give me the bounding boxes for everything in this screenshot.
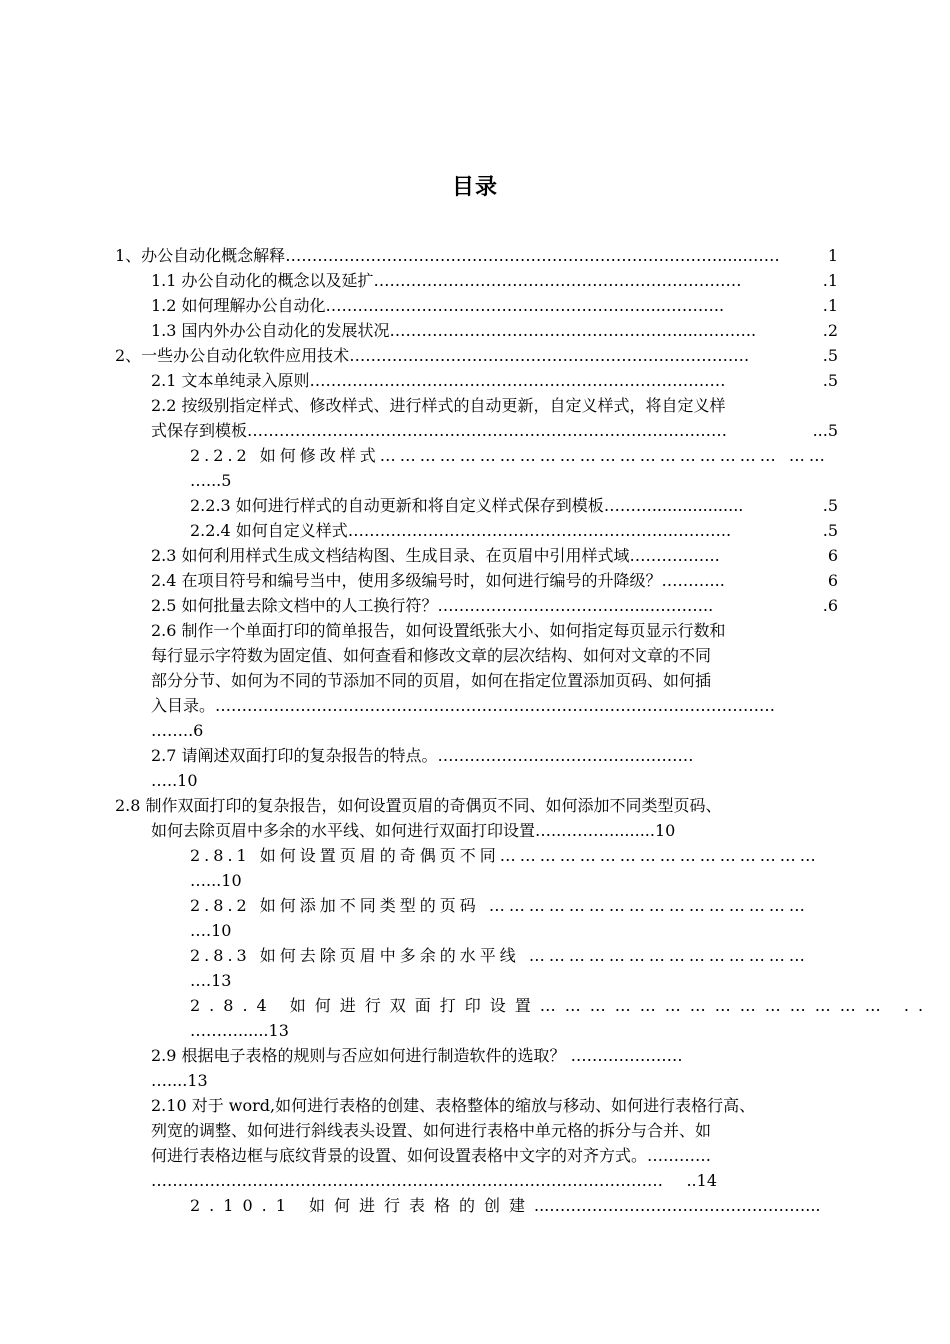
- toc-entry-2-4[interactable]: [151, 568, 838, 594]
- toc-page-number: 6: [827, 571, 838, 590]
- toc-entry-2-10-1[interactable]: [190, 1193, 840, 1219]
- toc-entry-2-2-line1[interactable]: 2.2 按级别指定样式、修改样式、进行样式的自动更新，自定义样式，将自定义样: [151, 396, 726, 415]
- toc-entry-2-3[interactable]: [151, 543, 838, 569]
- toc-entry-text: 2.4 在项目符号和编号当中，使用多级编号时，如何进行编号的升降级？: [151, 571, 662, 590]
- toc-page-number: .1: [822, 296, 838, 315]
- toc-entry-text: 式保存到模板: [151, 421, 248, 440]
- toc-entry-text: 何进行表格边框与底纹背景的设置、如何设置表格中文字的对齐方式。: [151, 1146, 648, 1165]
- toc-entry-2-8-4-line2[interactable]: ………......13: [190, 1021, 289, 1040]
- toc-entry-2[interactable]: [115, 343, 838, 369]
- toc-leader-dots: …………………………………………………….………..: [347, 521, 732, 540]
- toc-entry-2-8-1-line2[interactable]: …...10: [190, 871, 242, 890]
- toc-entry-2-2-2-line2[interactable]: …...5: [190, 471, 232, 490]
- toc-entry-2-5[interactable]: [151, 593, 838, 619]
- toc-entry-2-8-3-line1[interactable]: 2.8.3 如何去除页眉中多余的水平线 ……………………………………: [190, 946, 809, 965]
- toc-entry-2-8-3-line2[interactable]: ….13: [190, 971, 232, 990]
- toc-entry-2-8-2-line2[interactable]: ….10: [190, 921, 232, 940]
- toc-entry-2-8-line2[interactable]: 如何去除页眉中多余的水平线、如何进行双面打印设置…..……….........10: [151, 821, 676, 840]
- toc-entry-text: 2.10.1 如何进行表格的创建: [190, 1196, 534, 1215]
- toc-entry-text: 1.1 办公自动化的概念以及延扩: [151, 271, 374, 290]
- toc-page-number: ...5: [812, 421, 838, 440]
- toc-entry-2-7-line1[interactable]: 2.7 请阐述双面打印的复杂报告的特点。…………………………………………: [151, 746, 694, 765]
- toc-entry-2-8-4-line1[interactable]: 2.8.4 如何进行双面打印设置…………………………………… ..: [190, 996, 933, 1015]
- toc-page-number: .5: [822, 521, 838, 540]
- toc-entry-text: 1.2 如何理解办公自动化: [151, 296, 326, 315]
- toc-page-number: .5: [822, 496, 838, 515]
- toc-leader-dots: ……………………………………………………………: [373, 271, 742, 290]
- toc-entry-2-2-4[interactable]: [190, 518, 838, 544]
- toc-entry-text: 入目录。: [151, 696, 216, 715]
- toc-entry-2-10-line2[interactable]: 列宽的调整、如何进行斜线表头设置、如何进行表格中单元格的拆分与合并、如: [151, 1121, 712, 1140]
- toc-leader-dots: ………..................: [603, 496, 744, 515]
- toc-entry-2-1[interactable]: [151, 368, 838, 394]
- toc-page-number: 1: [827, 246, 838, 265]
- toc-entry-text: 2.2.4 如何自定义样式: [190, 521, 348, 540]
- toc-entry-2-9-line1[interactable]: 2.9 根据电子表格的规则与否应如何进行制造软件的选取？ …………………: [151, 1046, 683, 1065]
- toc-entry-text: 2.5 如何批量去除文档中的人工换行符？: [151, 596, 438, 615]
- toc-title: 目录: [451, 175, 498, 200]
- toc-entry-2-9-line2[interactable]: …....13: [151, 1071, 208, 1090]
- toc-entry-text: 1、办公自动化概念解释: [115, 246, 286, 265]
- toc-leader-dots: ………………………………………………………………………………: [247, 421, 728, 440]
- toc-entry-2-8-line1[interactable]: 2.8 制作双面打印的复杂报告，如何设置页眉的奇偶页不同、如何添加不同类型页码、: [115, 796, 722, 815]
- toc-entry-2-2-3[interactable]: [190, 493, 838, 519]
- toc-entry-2-6-line1[interactable]: 2.6 制作一个单面打印的简单报告，如何设置纸张大小、如何指定每页显示行数和: [151, 621, 726, 640]
- toc-leader-dots: ……………..: [629, 546, 720, 565]
- toc-leader-dots: ……………………………………………………………………………………………: [215, 696, 776, 715]
- toc-leader-dots: …………: [647, 1146, 712, 1165]
- toc-entry-2-6-line2[interactable]: 每行显示字符数为固定值、如何查看和修改文章的层次结构、如何对文章的不同: [151, 646, 712, 665]
- toc-page-number: .1: [822, 271, 838, 290]
- toc-leader-dots: ……………………………………………………....………..: [325, 296, 725, 315]
- toc-entry-text: 2、一些办公自动化软件应用技术: [115, 346, 350, 365]
- toc-entry-2-6-line4[interactable]: [151, 693, 838, 719]
- toc-leader-dots: ……………………………………………………………………: [309, 371, 726, 390]
- toc-entry-2-7-line2[interactable]: …..10: [151, 771, 198, 790]
- toc-entry-2-10-line4[interactable]: [151, 1168, 717, 1194]
- toc-leader-dots: ...…………………………………………...: [533, 1196, 821, 1215]
- toc-entry-2-2-line2[interactable]: [151, 418, 838, 444]
- toc-leader-dots: …………………………………………………………………: [349, 346, 750, 365]
- toc-leader-dots: ……………………………………………………………………………………: [151, 1171, 663, 1190]
- toc-leader-dots: ……………………………….....………..: [437, 596, 714, 615]
- toc-entry-text: 2.1 文本单纯录入原则: [151, 371, 310, 390]
- toc-entry-text: 1.3 国内外办公自动化的发展状况: [151, 321, 390, 340]
- toc-leader-dots: ………...: [661, 571, 725, 590]
- toc-page-number: .5: [822, 346, 838, 365]
- toc-entry-2-2-2-line1[interactable]: 2.2.2 如何修改样式…………………………………………………… ……: [190, 446, 829, 465]
- toc-entry-text: 2.2.3 如何进行样式的自动更新和将自定义样式保存到模板: [190, 496, 604, 515]
- toc-entry-2-10-line3[interactable]: [151, 1143, 841, 1169]
- toc-entry-text: 2.3 如何利用样式生成文档结构图、生成目录、在页眉中引用样式域: [151, 546, 630, 565]
- toc-entry-2-6-line5[interactable]: ……..6: [151, 721, 204, 740]
- toc-page-number: .2: [822, 321, 838, 340]
- toc-entry-2-10-line1[interactable]: 2.10 对于 word,如何进行表格的创建、表格整体的缩放与移动、如何进行表格行高、: [151, 1096, 756, 1115]
- toc-page-number: ..14: [686, 1171, 717, 1190]
- toc-entry-2-8-2-line1[interactable]: 2.8.2 如何添加不同类型的页码 …………………………………………: [190, 896, 809, 915]
- toc-entry-1-2[interactable]: [151, 293, 838, 319]
- toc-entry-1-3[interactable]: [151, 318, 838, 344]
- toc-entry-1-1[interactable]: [151, 268, 838, 294]
- toc-entry-2-8-1-line1[interactable]: 2.8.1 如何设置页眉的奇偶页不同…………………………………………: [190, 846, 820, 865]
- toc-page-number: .5: [822, 371, 838, 390]
- toc-page-number: .6: [822, 596, 838, 615]
- toc-page-number: 6: [827, 546, 838, 565]
- toc-leader-dots: ………………………………………………………………………......……: [285, 246, 780, 265]
- toc-leader-dots: ………………………………………………....………..: [389, 321, 757, 340]
- toc-entry-1[interactable]: [115, 243, 838, 269]
- toc-entry-2-6-line3[interactable]: 部分分节、如何为不同的节添加不同的页眉，如何在指定位置添加页码、如何插: [151, 671, 712, 690]
